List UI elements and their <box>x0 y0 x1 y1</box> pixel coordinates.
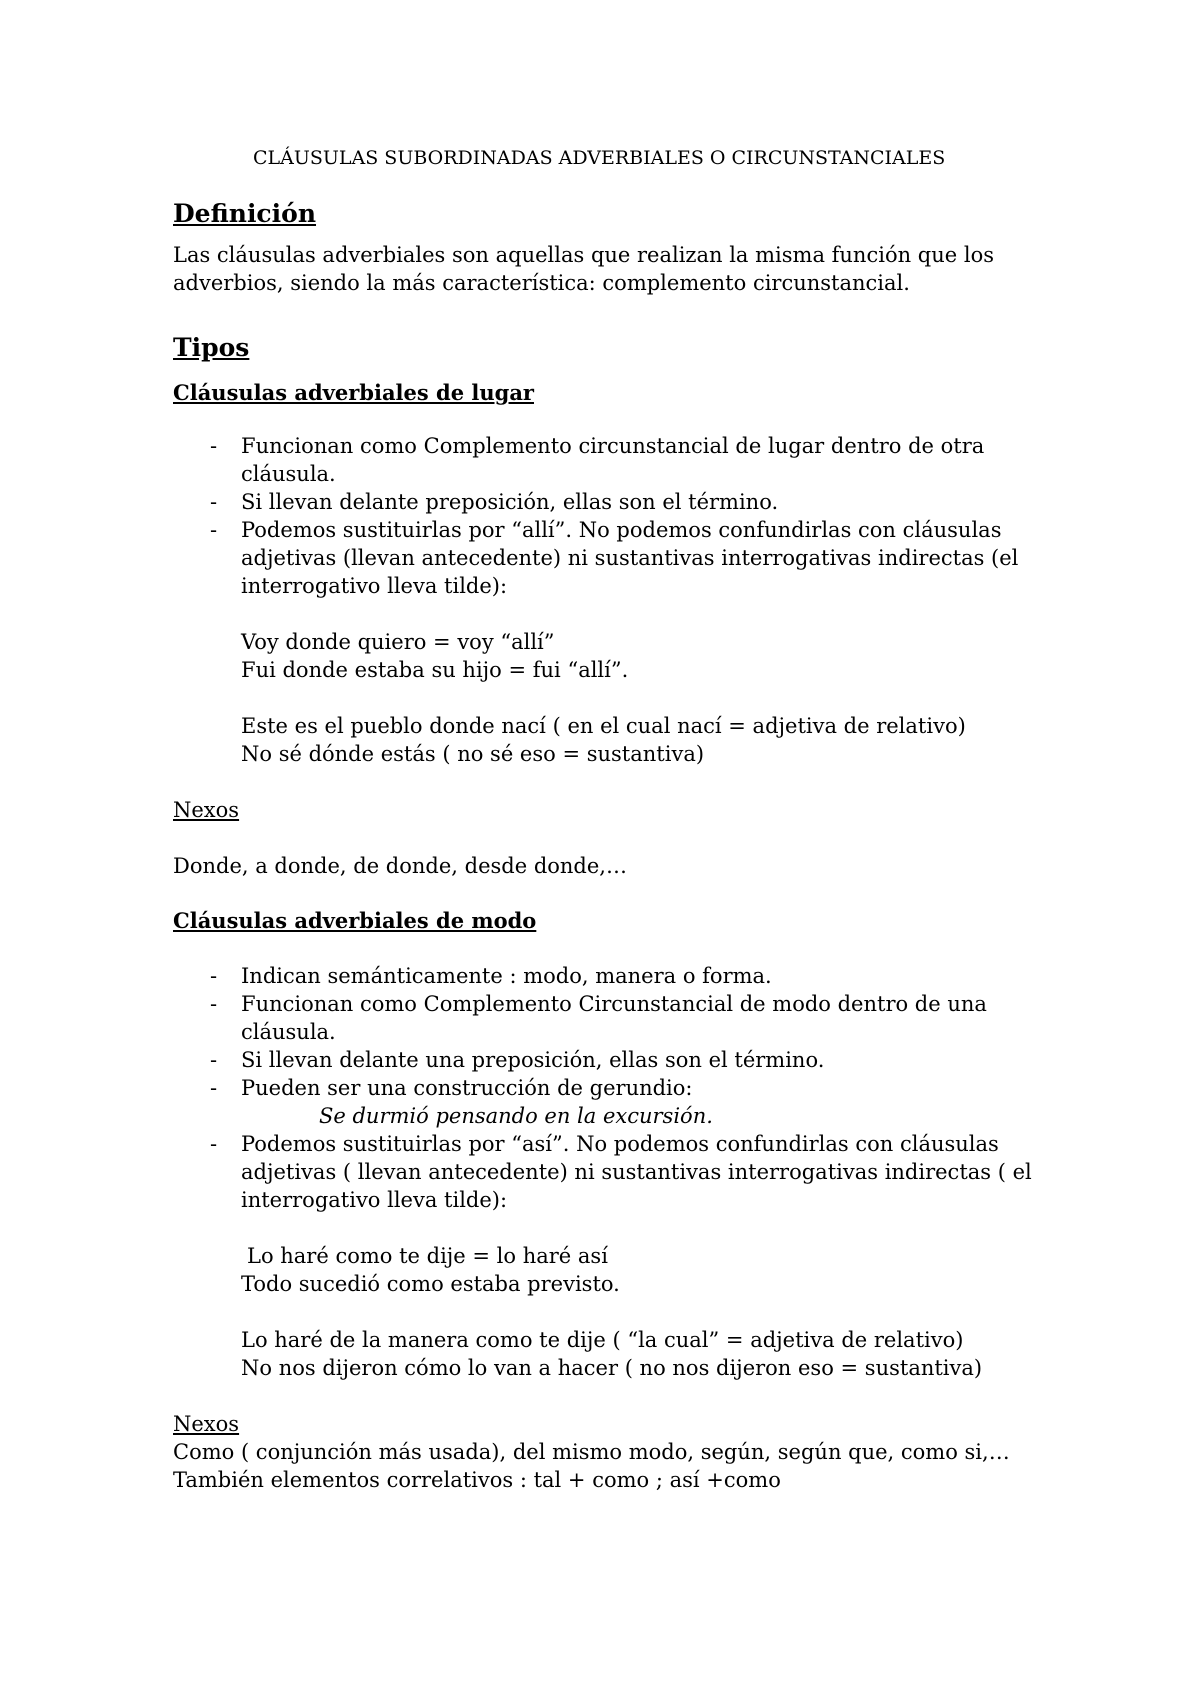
bullet-dash: - <box>210 434 218 458</box>
heading-nexos-modo: Nexos <box>173 1412 240 1436</box>
heading-lugar: Cláusulas adverbiales de lugar <box>173 380 534 405</box>
example-line: Lo haré de la manera como te dije ( “la cual” = adjetiva de relativo) <box>241 1328 964 1352</box>
bullet-dash: - <box>210 490 218 514</box>
bullet-text: adjetivas (llevan antecedente) ni sustantivas interrogativas indirectas (el <box>241 546 1019 570</box>
bullet-text: interrogativo lleva tilde): <box>241 1188 508 1212</box>
bullet-text: Funcionan como Complemento Circunstancial de modo dentro de una <box>241 992 987 1016</box>
heading-nexos-lugar: Nexos <box>173 798 240 822</box>
heading-definicion: Definición <box>173 199 317 228</box>
bullet-dash: - <box>210 964 218 988</box>
heading-modo: Cláusulas adverbiales de modo <box>173 908 537 933</box>
bullet-text: Pueden ser una construcción de gerundio: <box>241 1076 693 1100</box>
bullet-text: Podemos sustituirlas por “así”. No podemos confundirlas con cláusulas <box>241 1132 999 1156</box>
bullet-dash: - <box>210 1132 218 1156</box>
example-line: Lo haré como te dije = lo haré así <box>247 1244 608 1268</box>
example-line: Voy donde quiero = voy “allí” <box>241 630 555 654</box>
nexos-modo-text: También elementos correlativos : tal + como ; así +como <box>173 1468 781 1492</box>
example-line: No nos dijeron cómo lo van a hacer ( no nos dijeron eso = sustantiva) <box>241 1356 983 1380</box>
bullet-text: interrogativo lleva tilde): <box>241 574 508 598</box>
paragraph-line: adverbios, siendo la más característica: complemento circunstancial. <box>173 271 910 295</box>
bullet-text: cláusula. <box>241 462 336 486</box>
bullet-dash: - <box>210 992 218 1016</box>
bullet-dash: - <box>210 1048 218 1072</box>
nexos-modo-text: Como ( conjunción más usada), del mismo modo, según, según que, como si,… <box>173 1440 1010 1464</box>
bullet-text: Si llevan delante una preposición, ellas son el término. <box>241 1048 825 1072</box>
example-line: Fui donde estaba su hijo = fui “allí”. <box>241 658 629 682</box>
paragraph-line: Las cláusulas adverbiales son aquellas que realizan la misma función que los <box>173 243 994 267</box>
gerundio-example: Se durmió pensando en la excursión. <box>319 1104 713 1128</box>
bullet-text: Podemos sustituirlas por “allí”. No podemos confundirlas con cláusulas <box>241 518 1002 542</box>
example-line: Todo sucedió como estaba previsto. <box>241 1272 620 1296</box>
bullet-text: cláusula. <box>241 1020 336 1044</box>
bullet-text: Indican semánticamente : modo, manera o forma. <box>241 964 772 988</box>
nexos-lugar-text: Donde, a donde, de donde, desde donde,… <box>173 854 627 878</box>
bullet-dash: - <box>210 1076 218 1100</box>
bullet-dash: - <box>210 518 218 542</box>
example-line: Este es el pueblo donde nací ( en el cual nací = adjetiva de relativo) <box>241 714 966 738</box>
bullet-text: Funcionan como Complemento circunstancial de lugar dentro de otra <box>241 434 985 458</box>
bullet-text: Si llevan delante preposición, ellas son el término. <box>241 490 779 514</box>
heading-tipos: Tipos <box>173 333 250 362</box>
bullet-text: adjetivas ( llevan antecedente) ni sustantivas interrogativas indirectas ( el <box>241 1160 1032 1184</box>
example-line: No sé dónde estás ( no sé eso = sustantiva) <box>241 742 705 766</box>
document-title: CLÁUSULAS SUBORDINADAS ADVERBIALES O CIRCUNSTANCIALES <box>253 147 946 169</box>
